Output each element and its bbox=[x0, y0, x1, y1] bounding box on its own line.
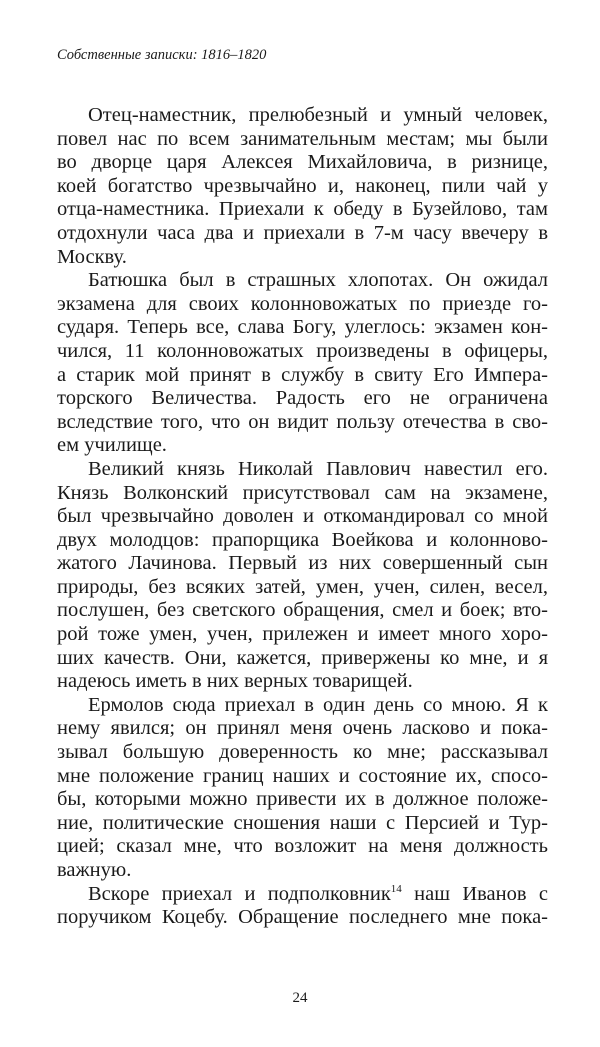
text-line: послушен, без светского обращения, смел и боек; вто- bbox=[57, 599, 548, 622]
text-line: сударя. Теперь все, слава Богу, улеглось: экзамен кон- bbox=[57, 316, 548, 339]
text-line: нему явился; он принял меня очень ласково и пока- bbox=[57, 717, 548, 740]
text-line: Ермолов сюда приехал в один день со мною. Я к bbox=[88, 693, 548, 716]
paragraph bbox=[57, 694, 548, 883]
text-line: цией; сказал мне, что возложит на меня должность bbox=[57, 835, 548, 858]
text-line: двух молодцов: прапорщика Воейкова и колонново- bbox=[57, 528, 548, 551]
text-line: Великий князь Николай Павлович навестил его. bbox=[88, 457, 548, 480]
text-line: природы, без всяких затей, умен, учен, силен, весел, bbox=[57, 575, 548, 598]
text-line: экзамена для своих колонновожатых по приезде го- bbox=[57, 292, 548, 315]
text-line: Москву. bbox=[57, 245, 127, 268]
text-line: во дворце царя Алексея Михайловича, в ризнице, bbox=[57, 151, 548, 174]
text-line: важную. bbox=[57, 859, 132, 881]
text-line: ние, политические сношения наши с Персией и Тур- bbox=[57, 811, 548, 834]
text-line: рой тоже умен, учен, прилежен и имеет много хоро- bbox=[57, 623, 548, 646]
paragraph bbox=[57, 269, 548, 458]
text-line: коей богатство чрезвычайно и, наконец, пили чай у bbox=[57, 174, 548, 197]
text-line: а старик мой принят в службу в свиту Его Импера- bbox=[57, 363, 548, 386]
running-header: Собственные записки: 1816–1820 bbox=[57, 47, 267, 63]
text-line bbox=[57, 883, 548, 907]
text-line: ших качеств. Они, кажется, привержены ко мне, и я bbox=[57, 646, 548, 669]
paragraph bbox=[57, 883, 548, 930]
text-line: надеюсь иметь в них верных товарищей. bbox=[57, 670, 413, 693]
paragraph bbox=[57, 104, 548, 269]
page-body bbox=[57, 104, 548, 930]
text-line: повел нас по всем занимательным местам; мы были bbox=[57, 127, 548, 150]
text-line: Князь Волконский присутствовал сам на экзамене, bbox=[57, 481, 548, 504]
text-line: мне положение границ наших и состояние их, спосо- bbox=[57, 764, 548, 787]
text-line: Отец-наместник, прелюбезный и умный человек, bbox=[88, 104, 548, 126]
text-line: жатого Лачинова. Первый из них совершенный сын bbox=[57, 552, 548, 575]
footnote-reference[interactable]: 14 bbox=[390, 882, 402, 895]
text-line: торского Величества. Радость его не ограничена bbox=[57, 387, 548, 410]
text-segment: наш Иванов с bbox=[401, 882, 548, 905]
text-line: чился, 11 колонновожатых произведены в офицеры, bbox=[57, 339, 548, 362]
text-line: поручиком Коцебу. Обращение последнего мне пока- bbox=[57, 906, 548, 929]
text-line: вследствие того, что он видит пользу отечества в сво- bbox=[57, 410, 548, 433]
text-line: бы, которыми можно привести их в должное положе- bbox=[57, 788, 548, 811]
text-line: ем училище. bbox=[57, 434, 167, 457]
text-line: был чрезвычайно доволен и откомандировал со мной bbox=[57, 505, 548, 528]
text-segment: Вскоре приехал и подполковник bbox=[88, 882, 391, 905]
text-line: Батюшка был в страшных хлопотах. Он ожидал bbox=[88, 269, 548, 292]
paragraph bbox=[57, 458, 548, 694]
text-line: отца-наместника. Приехали к обеду в Бузейлово, там bbox=[57, 198, 548, 221]
text-line: зывал большую доверенность ко мне; рассказывал bbox=[57, 741, 548, 764]
page-number: 24 bbox=[292, 990, 308, 1006]
text-line: отдохнули часа два и приехали в 7-м часу ввечеру в bbox=[57, 221, 548, 244]
